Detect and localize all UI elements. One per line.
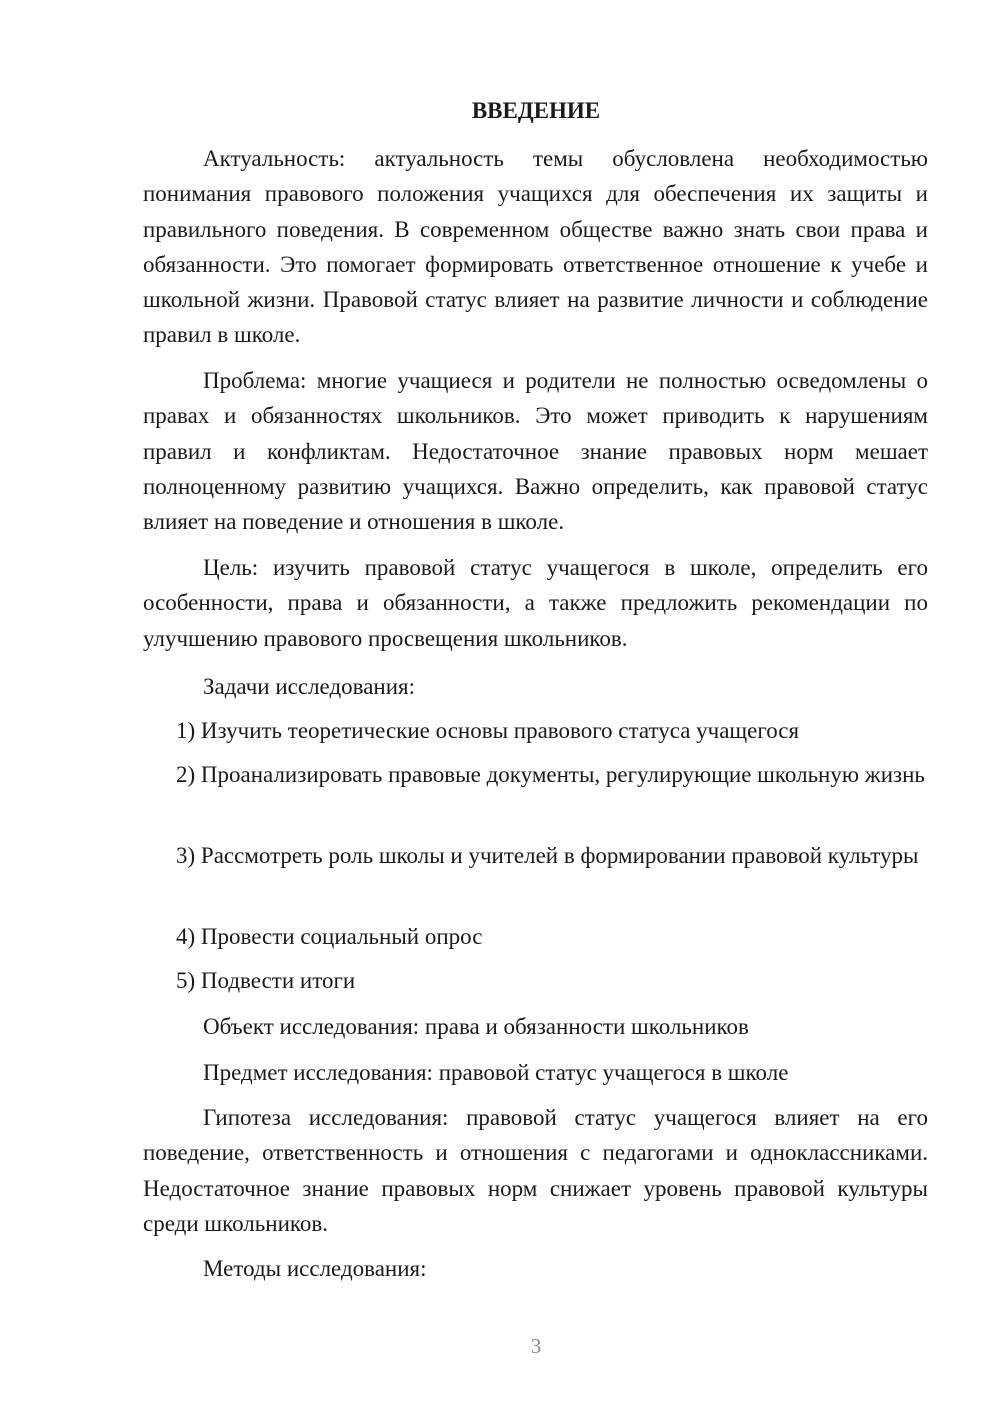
list-item-task-3: 3) Рассмотреть роль школы и учителей в формировании правовой культуры xyxy=(176,843,919,868)
paragraph-subject: Предмет исследования: правовой статус учащегося в школе xyxy=(203,1060,789,1085)
paragraph-problem: Проблема: многие учащиеся и родители не полностью осведомлены о правах и обязанностях школьников. Это может приводить к нарушениям правил и конфликтам. Недостаточное знание правовых норм мешает полноценному развитию учащихся. Важно определить, как правовой статус влияет на поведение и отношения в школе. xyxy=(143,368,928,535)
paragraph-goal: Цель: изучить правовой статус учащегося в школе, определить его особенности, права и обязанности, а также предложить рекомендации по улучшению правового просвещения школьников. xyxy=(143,555,928,651)
methods-heading: Методы исследования: xyxy=(203,1256,427,1281)
list-item-task-4: 4) Провести социальный опрос xyxy=(176,924,483,949)
list-item-task-5: 5) Подвести итоги xyxy=(176,968,356,993)
paragraph-object: Объект исследования: права и обязанности школьников xyxy=(203,1014,749,1039)
list-item-task-2: 2) Проанализировать правовые документы, регулирующие школьную жизнь xyxy=(176,762,925,787)
section-title: ВВЕДЕНИЕ xyxy=(471,98,601,123)
page-number: 3 xyxy=(530,1334,542,1358)
paragraph-relevance: Актуальность: актуальность темы обусловлена необходимостью понимания правового положения учащихся для обеспечения их защиты и правильного поведения. В современном обществе важно знать свои права и обязанности. Это помогает формировать ответственное отношение к учебе и школьной жизни. Правовой статус влияет на развитие личности и соблюдение правил в школе. xyxy=(143,146,928,348)
tasks-heading: Задачи исследования: xyxy=(203,674,416,699)
list-item-task-1: 1) Изучить теоретические основы правового статуса учащегося xyxy=(176,718,800,743)
paragraph-hypothesis: Гипотеза исследования: правовой статус учащегося влияет на его поведение, ответственность и отношения с педагогами и одноклассниками. Недостаточное знание правовых норм снижает уровень правовой культуры среди школьников. xyxy=(143,1105,928,1236)
